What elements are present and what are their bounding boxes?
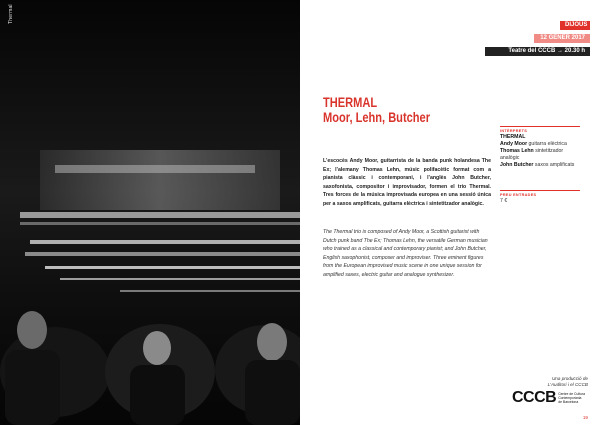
price-label: PREU ENTRADES [500,193,537,197]
price-block [500,190,580,205]
cccb-logo-text-line: Centre de Cultura [558,391,585,396]
spine-label: Thermal [8,4,14,24]
description-english: The Thermal trio is composed of Andy Moor, a Scottish guitarist with Dutch punk band The Ex; Thomas Lehn, the versatile German musician who trained as a classical and contemporary pianist; and John Butcher, English saxophonist, composer and improviser. Three eminent figures from the European improvised music scene in one unique session for amplified saxes, electric guitar and analogue synthesizer. [323,229,488,278]
performers-rule [500,126,580,127]
performers-block [500,126,580,169]
cccb-logo-text [558,392,592,405]
performer-item [500,148,580,162]
day-tag: DIJOUS [560,21,590,30]
performer-name: Thomas Lehn [500,148,534,154]
cccb-logo-text-line: Contemporània [558,395,582,400]
date-tag: 12 GENER 2017 [534,34,590,43]
price-rule [500,190,580,191]
performer-item [500,162,580,169]
performer-role: sintetitzador analògic [500,148,564,161]
event-title-main: THERMAL [323,95,378,110]
price-value: 7 € [500,198,508,204]
page-number: 19 [582,415,588,420]
venue-tag: Teatre del CCCB → 20.30 h [485,47,590,56]
performer-role: saxos amplificats [534,162,575,168]
performers-label: INTÈRPRETS [500,129,528,133]
cccb-logo-mark: CCCB [512,389,557,406]
cccb-logo [512,390,592,406]
production-credit [516,376,588,388]
performer-role: guitarra elèctrica [528,141,567,147]
description-catalan: L’escocès Andy Moor, guitarrista de la banda punk holandesa The Ex; l’alemany Thomas Lehn, músic polifacètic format com a pianista clàssic i contemporani, i l’anglès John Butcher, saxofonista, compositor i improvisador, formen el trio Thermal. Tres forces de la música improvisada europea en una sessió única per a saxos amplificats, guitarra elèctrica i sintetitzador analògic. [323,158,491,207]
production-credit-line1: Una producció de [551,376,588,381]
cccb-logo-text-line: de Barcelona [558,400,579,405]
performer-item [500,141,580,148]
event-title [323,95,430,125]
production-credit-line2: L’Auditori i el CCCB [547,382,588,387]
event-title-artists: Moor, Lehn, Butcher [323,110,431,125]
performer-name: John Butcher [500,162,534,168]
performer-name: Andy Moor [500,141,528,147]
performers-group: THERMAL [500,134,526,140]
